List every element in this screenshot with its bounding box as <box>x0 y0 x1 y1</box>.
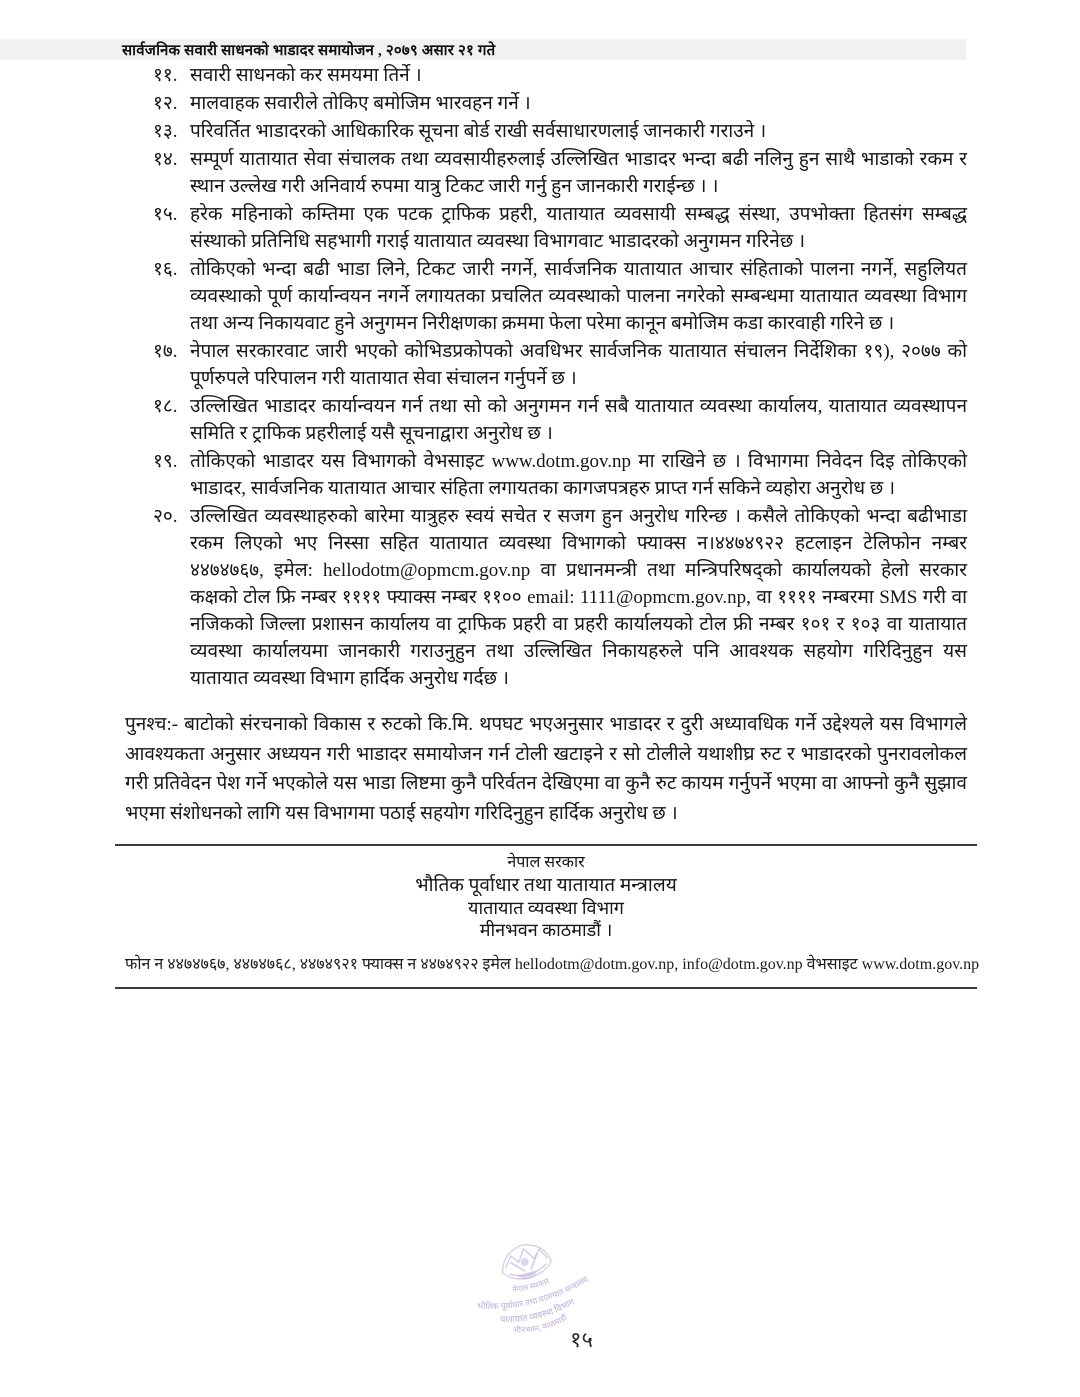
list-item <box>125 62 967 89</box>
department-name: यातायात व्यवस्था विभाग <box>468 898 624 918</box>
address-line: मीनभवन काठमाडौं । <box>479 920 613 940</box>
item-number: १८. <box>153 396 178 417</box>
contact-line: फोन न ४४७४७६७, ४४७४७६८, ४४७४९२१ फ्याक्स न ४४७४९२२ इमेल hellodotm@dotm.gov.np, info@dotm.gov.np वेभसाइट www.dotm.gov.np <box>125 956 980 973</box>
document-body <box>125 62 980 989</box>
list-item <box>125 201 967 255</box>
item-number: ११. <box>153 65 178 86</box>
item-number: २०. <box>153 506 178 527</box>
item-number: १६. <box>153 259 178 280</box>
divider-bottom <box>115 987 977 989</box>
list-item <box>125 256 967 337</box>
list-item <box>125 118 967 145</box>
item-text: मालवाहक सवारीले तोकिए बमोजिम भारवहन गर्ने । <box>190 93 531 114</box>
item-number: १२. <box>153 93 178 114</box>
item-number: १७. <box>153 341 178 362</box>
item-number: १९. <box>153 451 178 472</box>
stamp-line-3: यातायात व्यवस्था विभाग <box>500 1296 576 1325</box>
item-number: १३. <box>153 121 178 142</box>
postscript-paragraph: पुनश्च:- बाटोको संरचनाको विकास र रुटको कि.मि. थपघट भएअनुसार भाडादर र दुरी अध्यावधिक गर्ने उद्देश्यले यस विभागले आवश्यकता अनुसार अध्ययन गरी भाडादर समायोजन गर्न टोली खटाइने र सो टोलीले यथाशीघ्र रुट र भाडादरको पुनरावलोकल गरी प्रतिवेदन पेश गर्ने भएकोले यस भाडा लिष्टमा कुनै परिर्वतन देखिएमा वा कुनै रुट कायम गर्नुपर्ने भएमा वा आफ्नो कुनै सुझाव भएमा संशोधनको लागि यस विभागमा पठाई सहयोग गरिदिनुहुन हार्दिक अनुरोध छ । <box>125 714 967 824</box>
numbered-list <box>125 62 967 692</box>
item-text: परिवर्तित भाडादरको आधिकारिक सूचना बोर्ड राखी सर्वसाधारणलाई जानकारी गराउने । <box>190 121 767 142</box>
list-item <box>125 90 967 117</box>
list-item <box>125 393 967 447</box>
item-text: तोकिएको भन्दा बढी भाडा लिने, टिकट जारी नगर्ने, सार्वजनिक यातायात आचार संहिताको पालना नगर्ने, सहुलियत व्यवस्थाको पूर्ण कार्यान्वयन नगर्ने लगायतका प्रचलित व्यवस्थाको पालना नगरेको सम्बन्धमा यातायात व्यवस्था विभाग तथा अन्य निकायवाट हुने अनुगमन निरीक्षणका क्रममा फेला परेमा कानून बमोजिम कडा कारवाही गरिने छ । <box>190 259 967 334</box>
list-item <box>125 448 967 502</box>
stamp-line-1: नेपाल सरकार <box>511 1276 551 1294</box>
ministry-name: भौतिक पूर्वाधार तथा यातायात मन्त्रालय <box>415 875 677 896</box>
item-text: हरेक महिनाको कम्तिमा एक पटक ट्राफिक प्रहरी, यातायात व्यवसायी सम्बद्ध संस्था, उपभोक्ता हितसंग सम्बद्ध संस्थाको प्रतिनिधि सहभागी गराई यातायात व्यवस्था विभागवाट भाडादरको अनुगमन गरिनेछ । <box>190 204 967 252</box>
page-number: १५ <box>570 1328 593 1353</box>
item-text: तोकिएको भाडादर यस विभागको वेभसाइट www.dotm.gov.np मा राखिने छ । विभागमा निवेदन दिइ तोकिएको भाडादर, सार्वजनिक यातायात आचार संहिता लगायतका कागजपत्रहरु प्राप्त गर्न सकिने व्यहोरा अनुरोध छ । <box>190 451 967 499</box>
document-header <box>0 39 966 60</box>
stamp-line-2: भौतिक पूर्वाधार तथा यातायात मन्त्रालय <box>476 1273 590 1312</box>
item-text: उल्लिखित भाडादर कार्यान्वयन गर्न तथा सो को अनुगमन गर्न सबै यातायात व्यवस्था कार्यालय, यातायात व्यवस्थापन समिति र ट्राफिक प्रहरीलाई यसै सूचनाद्वारा अनुरोध छ । <box>190 396 967 444</box>
list-item <box>125 503 967 692</box>
page-title: सार्वजनिक सवारी साधनको भाडादर समायोजन , २०७९ असार २१ गते <box>122 42 496 59</box>
divider-top <box>115 844 977 846</box>
item-text: सवारी साधनको कर समयमा तिर्ने । <box>190 65 422 86</box>
government-name: नेपाल सरकार <box>507 854 585 871</box>
item-text: उल्लिखित व्यवस्थाहरुको बारेमा यात्रुहरु स्वयं सचेत र सजग हुन अनुरोध गरिन्छ । कसैले तोकिएको भन्दा बढीभाडा रकम लिएको भए निस्सा सहित यातायात व्यवस्था विभागको फ्याक्स न।४४७४९२२ हटलाइन टेलिफोन नम्बर ४४७४७६७, इमेल: hellodotm@opmcm.gov.np वा प्रधानमन्त्री तथा मन्त्रिपरिषद्को कार्यालयको हेलो सरकार कक्षको टोल फ्रि नम्बर ११११ फ्याक्स नम्बर ११०० email: 1111@opmcm.gov.np, वा ११११ नम्बरमा SMS गरी वा नजिकको जिल्ला प्रशासन कार्यालय वा ट्राफिक प्रहरी वा प्रहरी कार्यालयको टोल फ्री नम्बर १०१ र १०३ वा यातायात व्यवस्था कार्यालयमा जानकारी गराउनुहुन तथा उल्लिखित निकायहरुले पनि आवश्यक सहयोग गरिदिनुहुन यस यातायात व्यवस्था विभाग हार्दिक अनुरोध गर्दछ । <box>190 506 967 689</box>
item-text: नेपाल सरकारवाट जारी भएको कोभिडप्रकोपको अवधिभर सार्वजनिक यातायात संचालन निर्देशिका १९), २०७७ को पूर्णरुपले परिपालन गरी यातायात सेवा संचालन गर्नुपर्ने छ । <box>190 341 967 389</box>
list-item <box>125 146 967 200</box>
list-item <box>125 338 967 392</box>
stamp-line-4: मीनभवन, काठमाडौं <box>513 1313 569 1335</box>
signature-block <box>125 852 967 941</box>
item-text: सम्पूर्ण यातायात सेवा संचालक तथा व्यवसायीहरुलाई उल्लिखित भाडादर भन्दा बढी नलिनु हुन साथै भाडाको रकम र स्थान उल्लेख गरी अनिवार्य रुपमा यात्रु टिकट जारी गर्नु हुन जानकारी गराईन्छ । । <box>190 149 967 197</box>
item-number: १५. <box>153 204 178 225</box>
item-number: १४. <box>153 149 178 170</box>
